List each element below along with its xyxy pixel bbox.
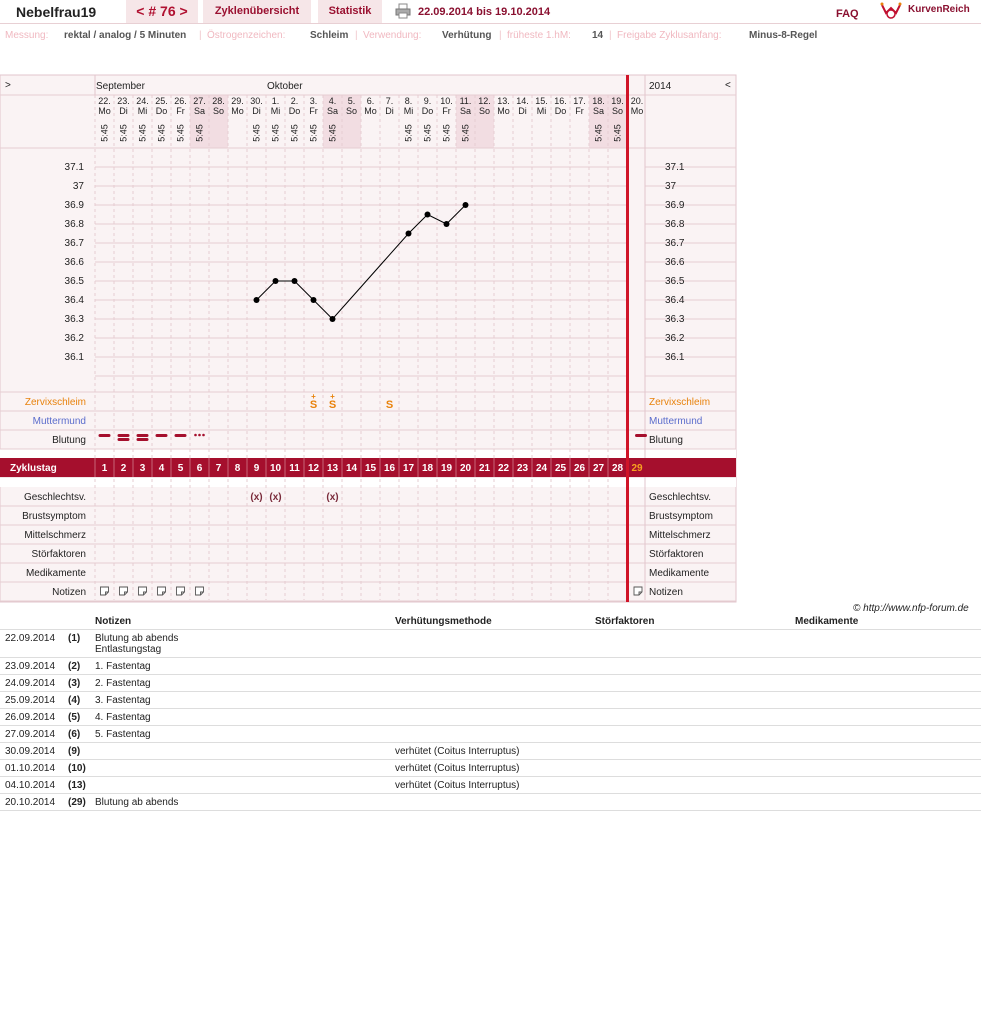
separator: |	[609, 30, 612, 41]
note-icon	[101, 587, 109, 595]
estrogen-value: Schleim	[310, 30, 349, 41]
release-label: Freigabe Zyklusanfang:	[617, 30, 722, 41]
note-date: 24.09.2014	[5, 678, 56, 689]
day-weekday-label: Sa	[592, 106, 605, 116]
day-date-label: 14.	[516, 96, 529, 106]
month-label: Oktober	[267, 81, 303, 92]
intercourse-marker: (x)	[250, 492, 263, 503]
day-date-label: 13.	[497, 96, 510, 106]
intercourse-marker: (x)	[326, 492, 339, 503]
measure-time-label: 5:45	[308, 124, 319, 142]
separator: |	[499, 30, 502, 41]
day-date-label: 3.	[309, 96, 318, 106]
bleeding-marker	[137, 434, 149, 437]
tab-cycle-overview[interactable]: Zyklenübersicht	[203, 0, 311, 23]
cycle-day-number: 1	[101, 463, 108, 474]
use-value: Verhütung	[442, 30, 492, 41]
row-label-meds: Medikamente	[25, 568, 86, 579]
cycle-day-number: 22	[497, 463, 510, 474]
cycle-day-number: 11	[289, 463, 300, 474]
earliest-label: früheste 1.hM:	[507, 30, 571, 41]
measure-time-label: 5:45	[270, 124, 281, 142]
nav-next-button: <	[725, 80, 731, 91]
measure-time-label: 5:45	[289, 124, 300, 142]
y-tick-label-right: 36.9	[665, 200, 685, 211]
mucus-plus-marker: +	[330, 392, 335, 401]
y-tick-label-right: 36.8	[665, 219, 685, 230]
day-date-label: 4.	[328, 96, 337, 106]
day-date-label: 29.	[231, 96, 244, 106]
measure-time-label: 5:45	[327, 124, 338, 142]
day-date-label: 19.	[611, 96, 624, 106]
day-date-label: 8.	[404, 96, 413, 106]
cycle-day-label: Zyklustag	[10, 463, 57, 474]
temperature-point	[311, 297, 317, 303]
cycle-day-number: 15	[364, 463, 377, 474]
note-method: verhütet (Coitus Interruptus)	[395, 780, 520, 791]
note-icon	[139, 587, 147, 595]
note-row	[0, 691, 981, 708]
row-label-right-notes: Notizen	[649, 587, 683, 598]
day-date-label: 7.	[385, 96, 394, 106]
note-cycle-day: (29)	[68, 797, 86, 808]
y-tick-label-right: 36.4	[665, 295, 685, 306]
day-weekday-label: Fr	[575, 106, 584, 116]
note-cycle-day: (5)	[68, 712, 81, 723]
day-weekday-label: Mo	[497, 106, 510, 116]
row-label-mucus: Zervixschleim	[24, 397, 86, 408]
release-value: Minus-8-Regel	[749, 30, 818, 41]
day-weekday-label: Di	[119, 106, 128, 116]
note-date: 26.09.2014	[5, 712, 56, 723]
row-label-right-meds: Medikamente	[649, 568, 710, 579]
day-weekday-label: Mo	[98, 106, 111, 116]
day-date-label: 27.	[193, 96, 206, 106]
y-tick-label: 36.4	[64, 295, 84, 306]
row-label-cervix: Muttermund	[32, 416, 86, 427]
day-date-label: 10.	[440, 96, 453, 106]
day-weekday-label: Fr	[309, 106, 318, 116]
measure-time-label: 5:45	[460, 124, 471, 142]
cycle-day-number: 21	[478, 463, 491, 474]
brand-name[interactable]: KurvenReich	[908, 4, 970, 15]
day-weekday-label: So	[212, 106, 225, 116]
day-weekday-label: Mi	[270, 106, 281, 116]
y-tick-label-right: 37	[665, 181, 677, 192]
spotting-marker	[198, 434, 201, 437]
day-weekday-label: Sa	[326, 106, 339, 116]
note-icon	[177, 587, 185, 595]
measure-time-label: 5:45	[118, 124, 129, 142]
cycle-day-number: 27	[592, 463, 605, 474]
cycle-day-number: 19	[440, 463, 453, 474]
next-day-weekday-label: Mo	[630, 106, 644, 116]
day-weekday-label: Do	[155, 106, 168, 116]
cycle-day-number: 10	[269, 463, 282, 474]
row-label-notes: Notizen	[52, 587, 86, 598]
note-text: 4. Fastentag	[95, 712, 151, 723]
note-row	[0, 742, 981, 759]
cycle-day-number: 7	[215, 463, 222, 474]
day-weekday-label: So	[478, 106, 491, 116]
temperature-point	[273, 278, 279, 284]
measure-time-label: 5:45	[156, 124, 167, 142]
bleeding-marker	[99, 434, 111, 437]
mucus-plus-marker: +	[311, 392, 316, 401]
day-date-label: 25.	[155, 96, 168, 106]
measure-time-label: 5:45	[99, 124, 110, 142]
day-weekday-label: Sa	[193, 106, 206, 116]
day-weekday-label: Do	[554, 106, 567, 116]
bleeding-marker	[175, 434, 187, 437]
current-cycle-day-number: 29	[631, 463, 643, 474]
note-text: Blutung ab abends Entlastungstag	[95, 633, 179, 655]
disturb-header: Störfaktoren	[595, 616, 655, 627]
row-label-midpain: Mittelschmerz	[24, 530, 86, 541]
note-date: 22.09.2014	[5, 633, 56, 644]
measure-time-label: 5:45	[137, 124, 148, 142]
note-cycle-day: (4)	[68, 695, 81, 706]
cycle-day-number: 26	[573, 463, 586, 474]
note-icon	[634, 587, 642, 595]
tab-statistics[interactable]: Statistik	[318, 0, 382, 23]
day-date-label: 28.	[212, 96, 225, 106]
y-tick-label: 36.6	[64, 257, 84, 268]
use-label: Verwendung:	[363, 30, 422, 41]
note-method: verhütet (Coitus Interruptus)	[395, 746, 520, 757]
cycle-day-number: 9	[253, 463, 260, 474]
temperature-point	[292, 278, 298, 284]
cycle-day-number: 4	[158, 463, 165, 474]
day-weekday-label: Mi	[403, 106, 414, 116]
spotting-marker	[202, 434, 205, 437]
y-tick-label-right: 36.3	[665, 314, 685, 325]
temperature-point	[254, 297, 260, 303]
note-method: verhütet (Coitus Interruptus)	[395, 763, 520, 774]
meds-header: Medikamente	[795, 616, 859, 627]
row-label-breast: Brustsymptom	[22, 511, 86, 522]
separator: |	[355, 30, 358, 41]
measure-time-label: 5:45	[194, 124, 205, 142]
bleeding-marker	[156, 434, 168, 437]
measure-value: rektal / analog / 5 Minuten	[64, 30, 187, 41]
cycle-day-number: 25	[554, 463, 567, 474]
day-weekday-label: Sa	[459, 106, 472, 116]
cycle-day-number: 5	[177, 463, 184, 474]
cycle-navigator[interactable]: < # 76 >	[126, 0, 198, 23]
note-row	[0, 629, 981, 657]
measure-time-label: 5:45	[403, 124, 414, 142]
mucus-marker: S	[309, 399, 318, 411]
measure-time-label: 5:45	[251, 124, 262, 142]
day-date-label: 17.	[573, 96, 586, 106]
note-date: 30.09.2014	[5, 746, 56, 757]
day-date-label: 15.	[535, 96, 548, 106]
note-cycle-day: (6)	[68, 729, 81, 740]
y-tick-label: 36.3	[64, 314, 84, 325]
separator: |	[199, 30, 202, 41]
row-label-right-mucus: Zervixschleim	[649, 397, 711, 408]
note-cycle-day: (9)	[68, 746, 81, 757]
note-cycle-day: (3)	[68, 678, 81, 689]
cycle-day-number: 8	[234, 463, 241, 474]
note-text: Blutung ab abends	[95, 797, 179, 808]
y-tick-label: 36.7	[64, 238, 84, 249]
cycle-day-number: 18	[421, 463, 434, 474]
y-tick-label: 37	[72, 181, 84, 192]
temperature-point	[406, 231, 412, 237]
y-tick-label: 36.2	[64, 333, 84, 344]
note-row	[0, 674, 981, 691]
day-date-label: 16.	[554, 96, 567, 106]
day-date-label: 9.	[423, 96, 432, 106]
method-header: Verhütungsmethode	[395, 616, 492, 627]
temperature-point	[444, 221, 450, 227]
y-tick-label: 36.9	[64, 200, 84, 211]
day-weekday-label: Fr	[442, 106, 451, 116]
day-weekday-label: So	[345, 106, 358, 116]
estrogen-label: Östrogenzeichen:	[207, 30, 286, 41]
note-date: 23.09.2014	[5, 661, 56, 672]
note-date: 20.10.2014	[5, 797, 56, 808]
day-weekday-label: Di	[385, 106, 394, 116]
note-cycle-day: (10)	[68, 763, 86, 774]
separator-band	[0, 477, 736, 487]
note-text: 3. Fastentag	[95, 695, 151, 706]
mucus-marker: S	[385, 399, 394, 411]
cycle-day-number: 12	[307, 463, 320, 474]
note-row	[0, 776, 981, 793]
day-date-label: 1.	[271, 96, 280, 106]
day-date-label: 30.	[250, 96, 263, 106]
cycle-day-number: 16	[383, 463, 396, 474]
bleeding-marker	[137, 438, 149, 441]
notes-table-end	[0, 810, 981, 811]
day-date-label: 2.	[290, 96, 299, 106]
note-row	[0, 708, 981, 725]
day-date-label: 6.	[366, 96, 375, 106]
notes-header: Notizen	[95, 616, 132, 627]
measure-time-label: 5:45	[422, 124, 433, 142]
note-cycle-day: (2)	[68, 661, 81, 672]
spotting-marker	[194, 434, 197, 437]
mucus-marker: S	[328, 399, 337, 411]
day-date-label: 23.	[117, 96, 130, 106]
day-weekday-label: Do	[421, 106, 434, 116]
y-tick-label-right: 36.2	[665, 333, 685, 344]
note-icon	[120, 587, 128, 595]
bleeding-marker	[118, 434, 130, 437]
day-date-label: 18.	[592, 96, 605, 106]
y-tick-label-right: 36.5	[665, 276, 685, 287]
row-label-blood: Blutung	[52, 435, 86, 446]
note-row	[0, 657, 981, 674]
next-day-date-label: 20.	[630, 96, 644, 106]
day-weekday-label: Mo	[364, 106, 377, 116]
day-date-label: 11.	[459, 96, 472, 106]
cycle-day-number: 17	[402, 463, 415, 474]
day-weekday-label: Mi	[536, 106, 547, 116]
cycle-day-number: 20	[459, 463, 472, 474]
note-date: 27.09.2014	[5, 729, 56, 740]
note-text: 5. Fastentag	[95, 729, 151, 740]
row-label-right-midpain: Mittelschmerz	[649, 530, 711, 541]
y-tick-label-right: 36.7	[665, 238, 685, 249]
note-row	[0, 793, 981, 810]
y-tick-label-right: 36.1	[665, 352, 685, 363]
day-weekday-label: Do	[288, 106, 301, 116]
row-label-right-sex: Geschlechtsv.	[649, 492, 712, 503]
row-label-right-disturb: Störfaktoren	[649, 549, 704, 560]
day-date-label: 12.	[478, 96, 491, 106]
y-tick-label: 36.1	[64, 352, 84, 363]
note-icon	[158, 587, 166, 595]
faq-link[interactable]: FAQ	[836, 8, 859, 20]
measure-time-label: 5:45	[612, 124, 623, 142]
temperature-point	[330, 316, 336, 322]
temperature-point	[463, 202, 469, 208]
note-row	[0, 725, 981, 742]
separator-band	[0, 449, 736, 458]
note-row	[0, 759, 981, 776]
row-label-sex: Geschlechtsv.	[23, 492, 86, 503]
day-weekday-label: Fr	[176, 106, 185, 116]
intercourse-marker: (x)	[269, 492, 282, 503]
bleeding-marker	[635, 434, 647, 437]
cycle-day-number: 24	[535, 463, 548, 474]
measure-time-label: 5:45	[593, 124, 604, 142]
earliest-value: 14	[592, 30, 604, 41]
note-date: 04.10.2014	[5, 780, 56, 791]
cycle-day-number: 23	[516, 463, 529, 474]
day-weekday-label: Di	[252, 106, 261, 116]
y-tick-label-right: 36.6	[665, 257, 685, 268]
date-range: 22.09.2014 bis 19.10.2014	[418, 6, 551, 18]
note-cycle-day: (13)	[68, 780, 86, 791]
nav-prev-button: >	[5, 80, 11, 91]
cycle-day-number: 13	[326, 463, 339, 474]
y-tick-label: 36.5	[64, 276, 84, 287]
row-label-right-blood: Blutung	[649, 435, 683, 446]
measure-time-label: 5:45	[441, 124, 452, 142]
bleeding-marker	[118, 438, 130, 441]
row-label-right-cervix: Muttermund	[649, 416, 703, 427]
note-date: 01.10.2014	[5, 763, 56, 774]
current-day-line	[626, 75, 629, 602]
month-label: September	[96, 81, 145, 92]
row-label-disturb: Störfaktoren	[31, 549, 86, 560]
note-icon	[196, 587, 204, 595]
cycle-day-number: 28	[611, 463, 624, 474]
cycle-day-number: 14	[345, 463, 358, 474]
day-weekday-label: Mo	[231, 106, 244, 116]
y-tick-label-right: 37.1	[665, 162, 685, 173]
day-date-label: 24.	[136, 96, 149, 106]
day-weekday-label: Mi	[137, 106, 148, 116]
temperature-point	[425, 212, 431, 218]
copyright-text: © http://www.nfp-forum.de	[853, 603, 969, 614]
day-date-label: 22.	[98, 96, 111, 106]
measure-time-label: 5:45	[175, 124, 186, 142]
y-tick-label: 36.8	[64, 219, 84, 230]
note-text: 1. Fastentag	[95, 661, 151, 672]
day-weekday-label: So	[611, 106, 624, 116]
day-date-label: 5.	[347, 96, 356, 106]
note-cycle-day: (1)	[68, 633, 81, 644]
cycle-day-number: 6	[196, 463, 203, 474]
year-label: 2014	[649, 81, 672, 92]
username-label: Nebelfrau19	[0, 0, 122, 23]
measure-label: Messung:	[5, 30, 49, 41]
row-label-right-breast: Brustsymptom	[649, 511, 713, 522]
cycle-day-number: 2	[120, 463, 127, 474]
note-date: 25.09.2014	[5, 695, 56, 706]
y-tick-label: 37.1	[64, 162, 84, 173]
day-weekday-label: Di	[518, 106, 527, 116]
note-text: 2. Fastentag	[95, 678, 151, 689]
cycle-day-number: 3	[139, 463, 146, 474]
day-date-label: 26.	[174, 96, 187, 106]
